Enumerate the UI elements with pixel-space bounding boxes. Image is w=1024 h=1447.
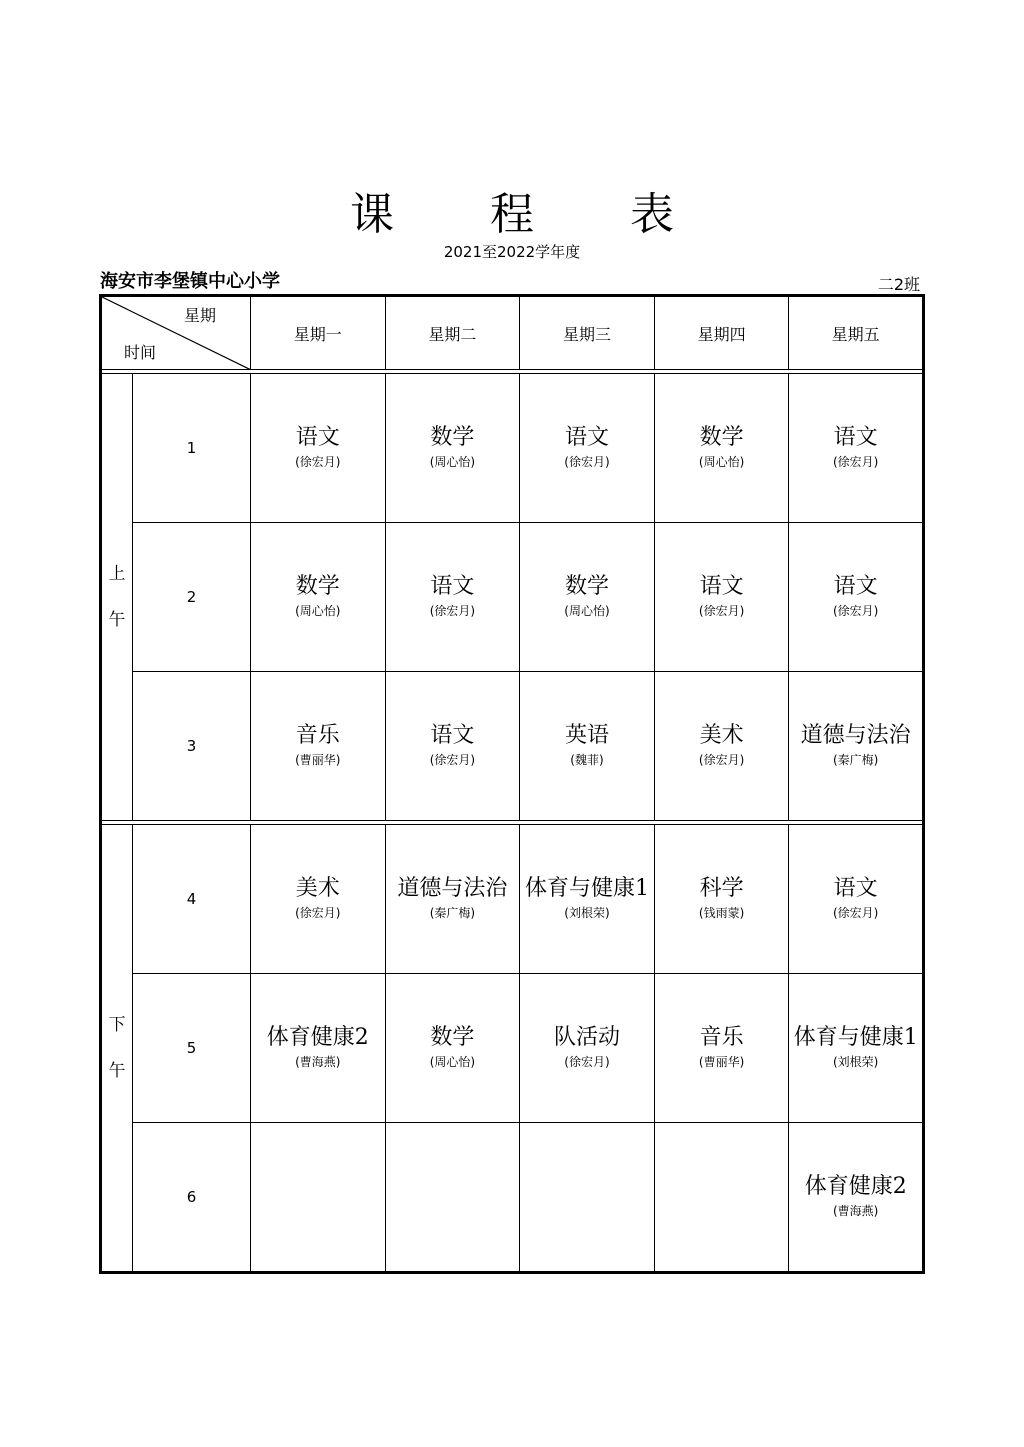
school-year: 2021至2022学年度 [443, 243, 581, 261]
class-cell-content [655, 1025, 789, 1071]
teacher-name: (曹海燕) [295, 1055, 341, 1070]
teacher-name: (曹海燕) [833, 1204, 879, 1218]
teacher-name: (徐宏月) [698, 604, 745, 619]
class-cell-content [655, 574, 789, 620]
period-row [101, 672, 924, 821]
class-cell [385, 523, 520, 672]
class-cell-content [789, 1025, 922, 1071]
period-number: 1 [133, 374, 251, 523]
class-cell-content [386, 574, 520, 620]
class-name: 二2班 [877, 275, 920, 294]
class-cell [251, 974, 386, 1123]
subject-name: 美术 [295, 876, 340, 902]
subject-name: 队活动 [553, 1025, 620, 1051]
class-cell [654, 523, 789, 672]
period-row [101, 974, 924, 1123]
class-cell-content [789, 876, 922, 922]
teacher-name: (周心怡) [429, 455, 476, 470]
day-header: 星期一 [251, 296, 386, 370]
day-header: 星期三 [520, 296, 655, 370]
teacher-name: (徐宏月) [833, 455, 879, 470]
class-cell-content [251, 1025, 385, 1071]
teacher-name: (钱雨蒙) [698, 906, 745, 921]
teacher-name: (徐宏月) [564, 1055, 610, 1070]
period-row [101, 1123, 924, 1273]
subject-name: 语文 [699, 574, 744, 600]
title-char: 课 [350, 189, 394, 240]
class-cell [251, 374, 386, 523]
class-cell-content [386, 1196, 520, 1198]
period-row [101, 374, 924, 523]
class-cell-content [520, 723, 654, 769]
class-cell [520, 374, 655, 523]
page-title [0, 178, 1024, 242]
teacher-name: (徐宏月) [295, 455, 341, 470]
subject-name: 语文 [833, 876, 878, 902]
day-header: 星期五 [789, 296, 924, 370]
class-cell-content [251, 425, 385, 471]
class-cell [789, 523, 924, 672]
period-number: 4 [133, 825, 251, 974]
period-number: 2 [133, 523, 251, 672]
class-cell [520, 825, 655, 974]
class-cell-content [251, 1196, 385, 1198]
period-number: 3 [133, 672, 251, 821]
teacher-name: (刘根荣) [833, 1055, 879, 1070]
teacher-name: (周心怡) [295, 604, 341, 619]
class-cell [385, 672, 520, 821]
class-cell [789, 825, 924, 974]
day-header: 星期四 [654, 296, 789, 370]
class-cell [654, 974, 789, 1123]
class-cell-content [520, 876, 654, 922]
class-cell [520, 672, 655, 821]
class-cell [520, 1123, 655, 1273]
class-cell [789, 1123, 924, 1273]
subject-name: 音乐 [295, 723, 340, 749]
class-cell-content [386, 876, 520, 922]
class-cell [385, 374, 520, 523]
subject-name: 体育与健康1 [793, 1025, 918, 1051]
subject-name: 体育与健康1 [524, 876, 649, 902]
half-char: 上 [108, 564, 126, 585]
subject-name: 数学 [699, 425, 744, 451]
corner-cell [101, 296, 251, 370]
subject-name: 语文 [430, 723, 475, 749]
class-cell [789, 374, 924, 523]
subject-name: 数学 [430, 1025, 475, 1051]
class-cell [251, 672, 386, 821]
time-label: 时间 [124, 343, 157, 363]
class-cell-content [251, 574, 385, 620]
class-cell-content [655, 425, 789, 471]
class-cell [789, 672, 924, 821]
class-cell-content [386, 723, 520, 769]
half-char: 午 [108, 610, 126, 631]
teacher-name: (徐宏月) [429, 604, 476, 619]
class-cell-content [251, 723, 385, 769]
subject-name: 语文 [564, 425, 609, 451]
subject-name: 数学 [295, 574, 340, 600]
subject-name: 道德与法治 [800, 723, 911, 749]
teacher-name: (秦广梅) [833, 753, 879, 768]
teacher-name: (周心怡) [564, 604, 610, 619]
teacher-name: (周心怡) [429, 1055, 476, 1070]
period-row [101, 825, 924, 974]
teacher-name: (徐宏月) [564, 455, 610, 470]
class-cell [251, 825, 386, 974]
class-cell [654, 825, 789, 974]
subject-name: 体育健康2 [804, 1174, 907, 1199]
class-cell [789, 974, 924, 1123]
half-char: 午 [108, 1061, 126, 1082]
subject-name: 体育健康2 [266, 1025, 369, 1051]
period-row [101, 523, 924, 672]
subject-name: 美术 [699, 723, 744, 749]
class-cell [385, 825, 520, 974]
header-row [101, 296, 924, 370]
class-cell [654, 672, 789, 821]
class-cell-content [655, 1196, 789, 1198]
teacher-name: (徐宏月) [833, 906, 879, 921]
class-cell [654, 1123, 789, 1273]
afternoon-label [101, 825, 133, 1273]
class-cell-content [655, 723, 789, 769]
period-number: 6 [133, 1123, 251, 1273]
teacher-name: (刘根荣) [564, 906, 610, 921]
subject-name: 道德与法治 [397, 876, 508, 902]
teacher-name: (秦广梅) [429, 906, 476, 921]
class-cell-content [789, 723, 922, 769]
subject-name: 语文 [833, 425, 878, 451]
subject-name: 科学 [699, 876, 744, 902]
class-cell [385, 1123, 520, 1273]
teacher-name: (曹丽华) [295, 753, 341, 768]
timetable [99, 294, 925, 1274]
teacher-name: (周心怡) [698, 455, 745, 470]
teacher-name: (徐宏月) [429, 753, 476, 768]
title-char: 程 [490, 189, 534, 240]
half-char: 下 [108, 1015, 126, 1036]
morning-label [101, 374, 133, 821]
subject-name: 音乐 [699, 1025, 744, 1051]
class-cell-content [789, 574, 922, 620]
class-cell-content [520, 574, 654, 620]
class-cell-content [789, 425, 922, 471]
class-cell-content [520, 1196, 654, 1198]
teacher-name: (曹丽华) [698, 1055, 745, 1070]
class-cell-content [520, 1025, 654, 1071]
subject-name: 语文 [430, 574, 475, 600]
class-cell-content [386, 425, 520, 471]
class-cell [251, 523, 386, 672]
subject-name: 数学 [430, 425, 475, 451]
class-cell [520, 523, 655, 672]
school-name: 海安市李堡镇中心小学 [100, 271, 280, 292]
class-cell-content [520, 425, 654, 471]
class-cell-content [655, 876, 789, 922]
class-cell-content [251, 876, 385, 922]
class-cell [654, 374, 789, 523]
teacher-name: (魏菲) [570, 753, 604, 768]
subject-name: 英语 [564, 723, 609, 749]
subject-name: 语文 [833, 574, 878, 600]
teacher-name: (徐宏月) [698, 753, 745, 768]
class-cell [520, 974, 655, 1123]
subject-name: 语文 [295, 425, 340, 451]
teacher-name: (徐宏月) [833, 604, 879, 619]
class-cell [251, 1123, 386, 1273]
week-label: 星期 [183, 306, 216, 325]
title-char: 表 [630, 189, 674, 240]
class-cell-content [386, 1025, 520, 1071]
period-number: 5 [133, 974, 251, 1123]
teacher-name: (徐宏月) [295, 906, 341, 921]
class-cell-content [789, 1174, 922, 1220]
class-cell [385, 974, 520, 1123]
subject-name: 数学 [564, 574, 609, 600]
day-header: 星期二 [385, 296, 520, 370]
